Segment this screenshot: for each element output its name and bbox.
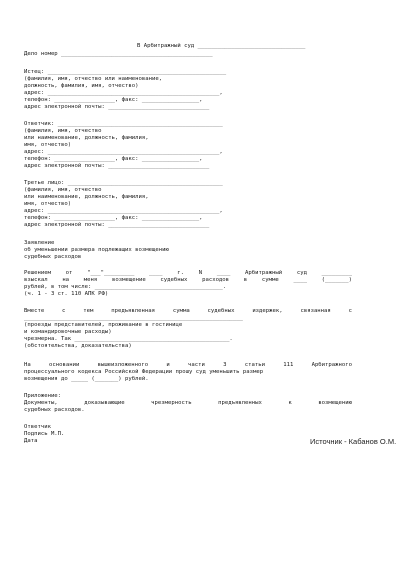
- request-line-3: возмещения до _____ (_______) рублей.: [24, 376, 149, 382]
- source-credit: Источник - Кабанов О.М.: [310, 437, 397, 446]
- third-party-details-3: имя, отчество): [24, 201, 72, 207]
- excess-line-1: Вместе с тем предъявленная сумма судебных издержек, связанная с: [24, 308, 352, 314]
- third-party-details-2: или наименование, должность, фамилия,: [24, 194, 149, 200]
- plaintiff-email: адрес электронной почты: ______________________________: [24, 104, 210, 110]
- request-line-2: процессуального кодекса Российской Федерации прошу суд уменьшить размер: [24, 369, 264, 375]
- third-party-details: (фамилия, имя, отчество: [24, 187, 102, 193]
- defendant-details-2: или наименование, должность, фамилия,: [24, 135, 149, 141]
- plaintiff-details-2: должность, фамилия, имя, отчество): [24, 83, 139, 89]
- signature-line: Подпись М.П.: [24, 431, 65, 437]
- defendant-details: (фамилия, имя, отчество: [24, 128, 102, 134]
- third-party-phone: телефон: __________________, факс: _________________,: [24, 215, 203, 221]
- defendant-email: адрес электронной почты: ______________________________: [24, 163, 210, 169]
- signature-role: Ответчик: [24, 424, 51, 430]
- third-party-address: адрес: ___________________________________________________,: [24, 208, 223, 214]
- statement-subject-2: судебных расходов: [24, 254, 82, 260]
- statement-heading: Заявление: [24, 240, 55, 246]
- court-line: В Арбитражный суд ________________________________: [137, 43, 306, 49]
- attachment-item-line-2: судебных расходов.: [24, 407, 85, 413]
- excess-line-4: и командировочные расходы): [24, 329, 112, 335]
- plaintiff-label: Истец: _____________________________________________________: [24, 69, 227, 75]
- case-number-line: Дело номер _____________________________________________: [24, 51, 213, 57]
- attachments-heading: Приложение:: [24, 393, 62, 399]
- excess-line-6: (обстоятельства, доказательства): [24, 343, 132, 349]
- statement-subject: об уменьшении размера подлежащих возмещению: [24, 247, 169, 253]
- plaintiff-address: адрес: ___________________________________________________,: [24, 90, 223, 96]
- excess-line-5: чрезмерна. Так ______________________________________________.: [24, 336, 233, 342]
- plaintiff-details: (фамилия, имя, отчество или наименование,: [24, 76, 163, 82]
- decision-line-2: взыскал на меня возмещение судебных расходов в сумме ____ (_______): [24, 277, 352, 283]
- defendant-label: Ответчик: _________________________________________________: [24, 121, 223, 127]
- request-line-1: На основании вышеизложенного и части 3 статьи 111 Арбитражного: [24, 362, 352, 368]
- defendant-details-3: имя, отчество): [24, 142, 72, 148]
- third-party-email: адрес электронной почты: ______________________________: [24, 222, 210, 228]
- decision-line-4: (ч. 1 - 3 ст. 110 АПК РФ): [24, 291, 109, 297]
- defendant-phone: телефон: __________________, факс: _________________,: [24, 156, 203, 162]
- decision-line-1: Решением от "___"_________ ____ г. N ____ Арбитражный суд _________: [24, 270, 352, 276]
- attachment-item-line-1: Документы, доказывающие чрезмерность предъявленных к возмещению: [24, 400, 352, 406]
- defendant-address: адрес: ___________________________________________________,: [24, 149, 223, 155]
- excess-line-2: _________________________________________________________________: [24, 315, 243, 321]
- decision-line-3: рублей, в том числе: ______________________________________.: [24, 284, 227, 290]
- plaintiff-phone: телефон: __________________, факс: _________________,: [24, 97, 203, 103]
- third-party-label: Третье лицо: ______________________________________________: [24, 180, 223, 186]
- excess-line-3: (проезды представителей, проживание в гостинице: [24, 322, 183, 328]
- date-line: Дата: [24, 438, 38, 444]
